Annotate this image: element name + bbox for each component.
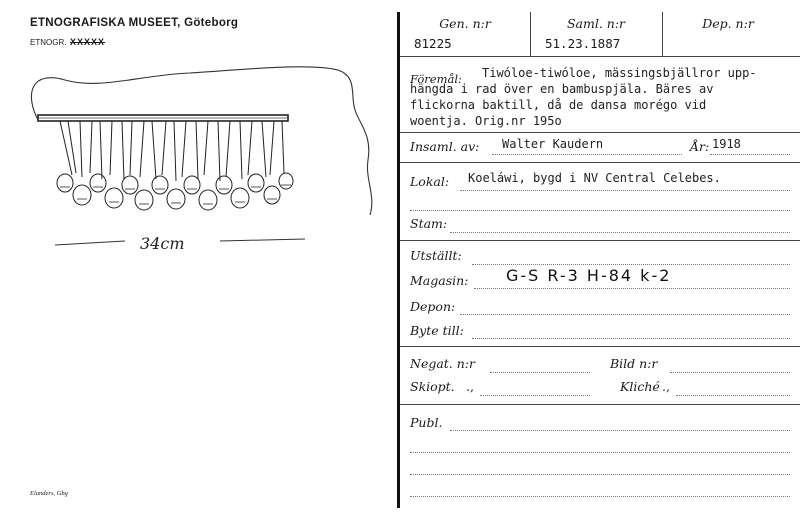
saml-label: Saml. n:r xyxy=(566,16,626,31)
scale-line-left xyxy=(55,241,125,245)
etnogr-label: ETNOGR. xyxy=(30,38,67,47)
foremal-line: hängda i rad över en bambuspjäla. Bäres av xyxy=(410,82,714,96)
dep-label: Dep. n:r xyxy=(702,16,754,31)
saml-cell xyxy=(531,12,661,56)
publ-label: Publ. xyxy=(410,415,443,430)
card-left-panel xyxy=(0,0,397,518)
bell-cluster xyxy=(57,121,293,210)
printer-mark: Elanders, Gbg xyxy=(30,490,68,497)
ar-value: 1918 xyxy=(712,137,741,151)
scale-line-right xyxy=(220,239,305,241)
foremal-line: Tiwóloe-tiwóloe, mässingsbjällror upp- xyxy=(482,66,757,80)
lokal-label: Lokal: xyxy=(410,174,450,189)
scale-label: 34cm xyxy=(140,234,185,253)
bild-label: Bild n:r xyxy=(610,356,658,371)
bell-string-sketch xyxy=(20,55,390,265)
foremal-label: Föremål: xyxy=(410,72,462,86)
foremal-line: woentja. Orig.nr 195o xyxy=(410,114,562,128)
byte-label: Byte till: xyxy=(410,323,464,338)
magasin-value: G-S R-3 H-84 k-2 xyxy=(506,266,672,285)
etnogr-value: XXXXX xyxy=(70,37,106,47)
skiopt-separator: ., xyxy=(466,379,474,394)
lokal-value: Koeláwi, bygd i NV Central Celebes. xyxy=(468,171,721,185)
museum-name: ETNOGRAFISKA MUSEET, Göteborg xyxy=(30,17,239,29)
insaml-value: Walter Kaudern xyxy=(502,137,604,151)
gen-value: 81225 xyxy=(414,36,452,51)
gen-label: Gen. n:r xyxy=(439,16,491,31)
magasin-label: Magasin: xyxy=(410,273,469,288)
stam-label: Stam: xyxy=(410,216,448,231)
ar-label: År: xyxy=(690,139,710,154)
skiopt-label: Skiopt. xyxy=(410,379,455,394)
dep-cell xyxy=(663,12,793,56)
negat-label: Negat. n:r xyxy=(410,356,475,371)
insaml-label: Insaml. av: xyxy=(410,139,480,154)
foremal-line: flickorna baktill, då de dansa morégo vid xyxy=(410,98,707,112)
kliche-label: Kliché xyxy=(620,379,660,394)
depon-label: Depon: xyxy=(410,299,456,314)
card-right-panel xyxy=(400,12,800,512)
gen-cell xyxy=(400,12,530,56)
kliche-separator: ., xyxy=(662,379,670,394)
utstallt-label: Utställt: xyxy=(410,248,462,263)
saml-value: 51.23.1887 xyxy=(545,36,621,51)
